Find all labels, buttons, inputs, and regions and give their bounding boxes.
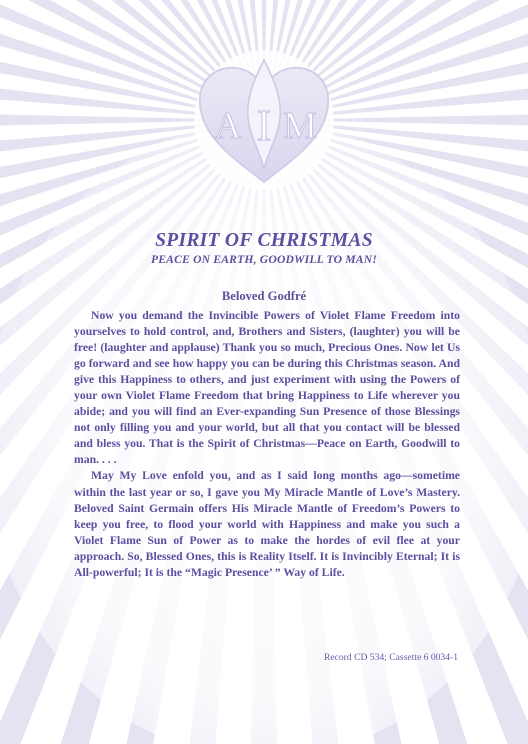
page-subtitle: PEACE ON EARTH, GOODWILL TO MAN! xyxy=(150,253,378,266)
speaker-name: Beloved Godfré xyxy=(221,289,307,303)
logo-letter-i: I xyxy=(256,101,272,150)
paragraph: Now you demand the Invincible Powers of Violet Flame Freedom into yourselves to hold control, and, Brothers and Sisters, (laughter) you will be free! (laughter and applause) Thank you so much, Precious Ones. Now let Us go forward and see how happy you can be during this Christmas season. And give this Happiness to others, and just experiment with using the Powers of your own Violet Flame Freedom that bring Happiness to Life wherever you abide; and you will find an Ever-expanding Sun Presence of those Blessings not only filling you and your world, but all that you contact will be blessed and bless you. That is the Spirit of Christmas—Peace on Earth, Goodwill to man. . . . xyxy=(74,309,460,467)
aim-heart-emblem-icon xyxy=(196,56,332,186)
page-title: SPIRIT OF CHRISTMAS xyxy=(155,230,373,251)
source-citation: Record CD 534; Cassette 6 0034-1 xyxy=(323,652,458,663)
logo-letter-m: M xyxy=(283,105,317,147)
body-text xyxy=(74,308,460,581)
title-block xyxy=(0,230,528,267)
logo-letter-a: A xyxy=(214,105,242,147)
paragraph: May My Love enfold you, and as I said long months ago—sometime within the last year or so, I gave you My Miracle Mantle of Love’s Mastery. Beloved Saint Germain offers His Miracle Mantle of Freedom’s Powers to keep you free, to flood your world with Happiness and make you such a Violet Flame Sun of Power as to make the hordes of evil flee at your approach. So, Blessed Ones, this is Reality Itself. It is Invincibly Eternal; It is All-powerful; It is the “Magic Presence’ ” Way of Life. xyxy=(74,469,460,579)
